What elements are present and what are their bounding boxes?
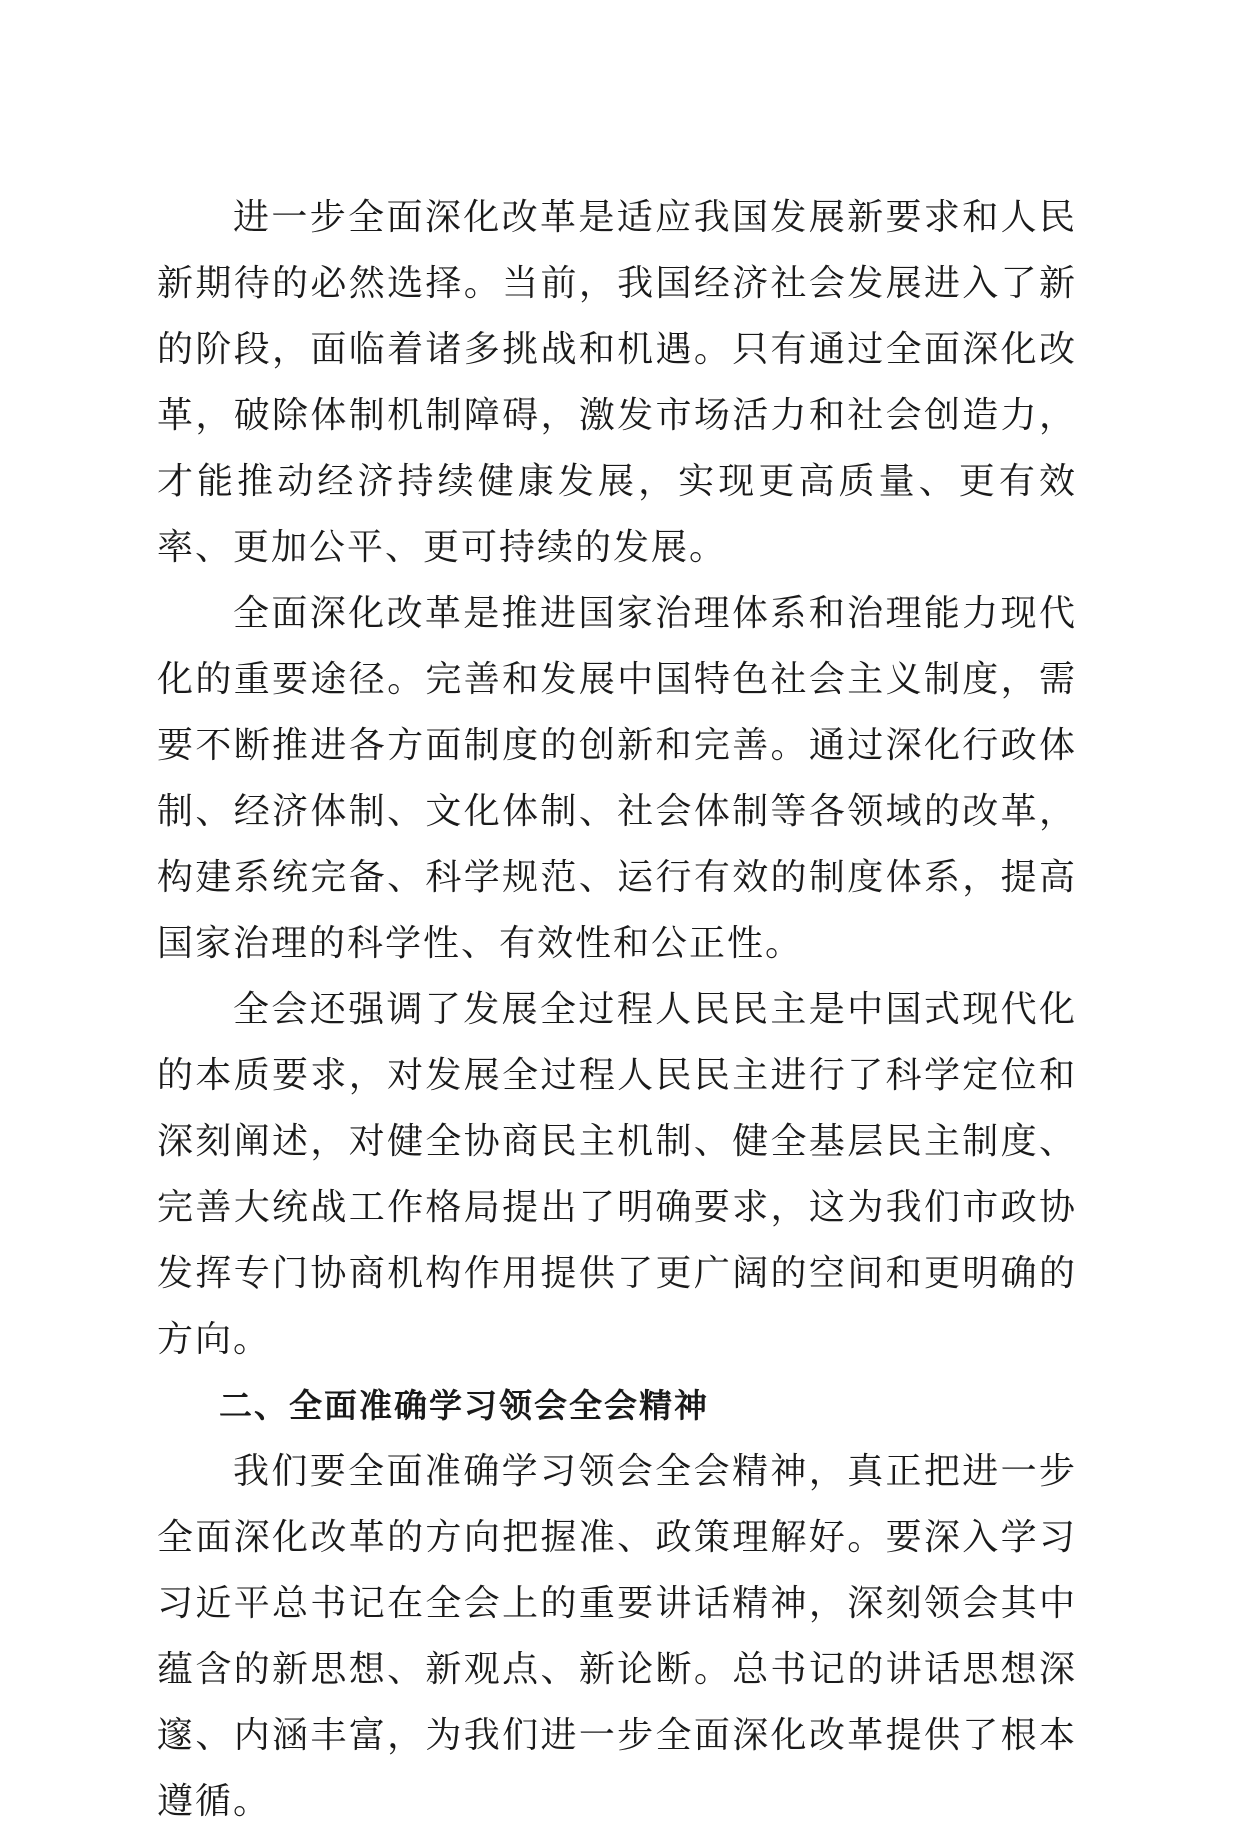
document-body xyxy=(157,185,1077,1835)
paragraph-study-spirit: 我们要全面准确学习领会全会精神，真正把进一步全面深化改革的方向把握准、政策理解好。要深入学习习近平总书记在全会上的重要讲话精神，深刻领会其中蕴含的新思想、新观点、新论断。总书记的讲话思想深邃、内涵丰富，为我们进一步全面深化改革提供了根本遵循。 xyxy=(157,1451,1077,1822)
paragraph-governance-modernization: 全面深化改革是推进国家治理体系和治理能力现代化的重要途径。完善和发展中国特色社会主义制度，需要不断推进各方面制度的创新和完善。通过深化行政体制、经济体制、文化体制、社会体制等各领域的改革，构建系统完备、科学规范、运行有效的制度体系，提高国家治理的科学性、有效性和公正性。 xyxy=(157,593,1077,964)
section-heading: 二、全面准确学习领会全会精神 xyxy=(219,1386,709,1425)
paragraph-whole-process-democracy: 全会还强调了发展全过程人民民主是中国式现代化的本质要求，对发展全过程人民民主进行了科学定位和深刻阐述，对健全协商民主机制、健全基层民主制度、完善大统战工作格局提出了明确要求，这为我们市政协发挥专门协商机构作用提供了更广阔的空间和更明确的方向。 xyxy=(157,989,1077,1360)
paragraph-reform-necessity: 进一步全面深化改革是适应我国发展新要求和人民新期待的必然选择。当前，我国经济社会发展进入了新的阶段，面临着诸多挑战和机遇。只有通过全面深化改革，破除体制机制障碍，激发市场活力和社会创造力，才能推动经济持续健康发展，实现更高质量、更有效率、更加公平、更可持续的发展。 xyxy=(157,197,1077,568)
